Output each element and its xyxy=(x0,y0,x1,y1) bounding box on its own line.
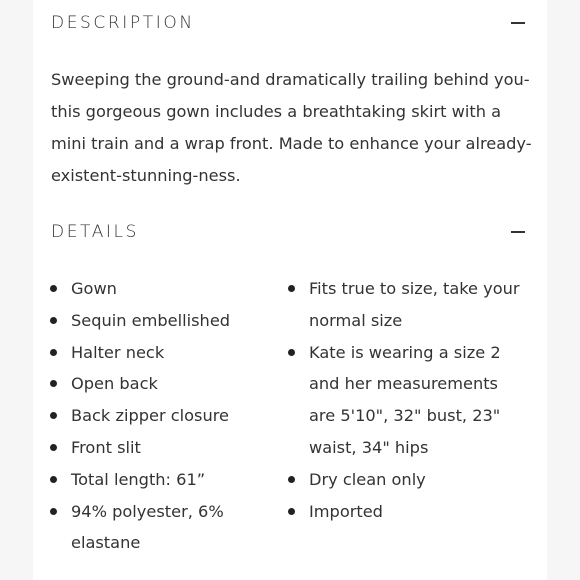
details-list-right xyxy=(288,273,528,527)
list-item: 94% polyester, 6% elastane xyxy=(50,496,255,560)
bullet-icon xyxy=(50,349,57,356)
list-item: Kate is wearing a size 2 and her measurements are 5'10", 32" bust, 23" waist, 34" hips xyxy=(288,337,528,464)
bullet-icon xyxy=(50,285,57,292)
list-item: Front slit xyxy=(50,432,255,464)
description-title: DESCRIPTION xyxy=(51,13,195,33)
details-title: DETAILS xyxy=(51,222,140,242)
details-list-left xyxy=(50,273,255,559)
bullet-icon xyxy=(50,444,57,451)
list-item: Back zipper closure xyxy=(50,400,255,432)
bullet-icon xyxy=(50,508,57,515)
list-item: Open back xyxy=(50,368,255,400)
bullet-icon xyxy=(288,508,295,515)
list-item: Halter neck xyxy=(50,337,255,369)
minus-icon[interactable] xyxy=(510,15,526,31)
bullet-icon xyxy=(50,476,57,483)
list-item: Fits true to size, take your normal size xyxy=(288,273,528,337)
list-item: Gown xyxy=(50,273,255,305)
description-header[interactable] xyxy=(51,8,529,38)
description-text: Sweeping the ground-and dramatically trailing behind you- this gorgeous gown includes a breathtaking skirt with a mini train and a wrap front. Made to enhance your already-existent-stunning-ness. xyxy=(51,70,532,185)
minus-icon[interactable] xyxy=(510,224,526,240)
list-item: Dry clean only xyxy=(288,464,528,496)
bullet-icon xyxy=(50,380,57,387)
details-header[interactable] xyxy=(51,217,529,247)
bullet-icon xyxy=(50,412,57,419)
list-item: Sequin embellished xyxy=(50,305,255,337)
list-item: Imported xyxy=(288,496,528,528)
bullet-icon xyxy=(288,349,295,356)
bullet-icon xyxy=(50,317,57,324)
bullet-icon xyxy=(288,476,295,483)
bullet-icon xyxy=(288,285,295,292)
product-info-panel xyxy=(33,0,547,580)
list-item: Total length: 61” xyxy=(50,464,255,496)
